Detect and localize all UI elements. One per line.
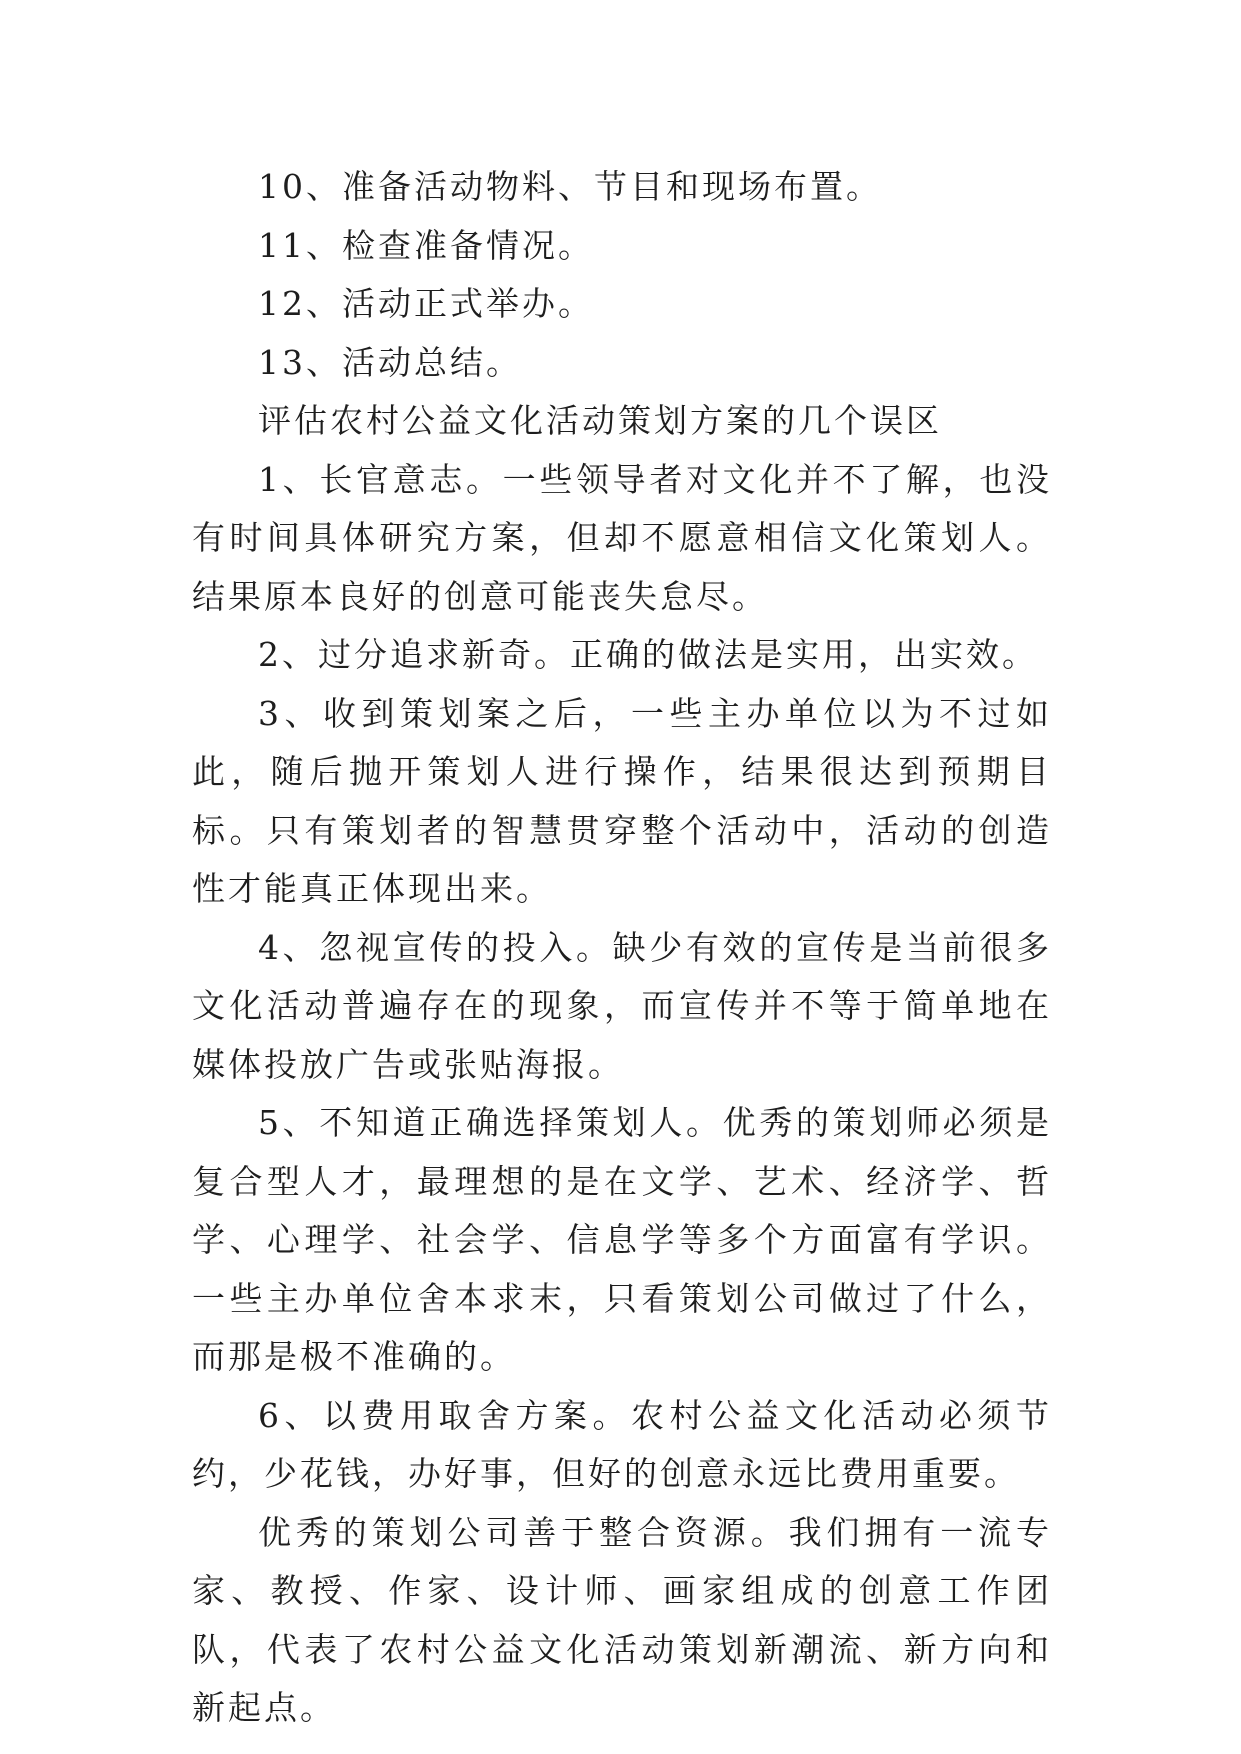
step-13-paragraph: 13、活动总结。	[258, 342, 522, 382]
misconception-1-paragraph: 1、长官意志。一些领导者对文化并不了解，也没有时间具体研究方案，但却不愿意相信文化策划人。结果原本良好的创意可能丧失怠尽。	[192, 459, 1052, 616]
misconception-3-paragraph: 3、收到策划案之后，一些主办单位以为不过如此，随后抛开策划人进行操作，结果很达到预期目标。只有策划者的智慧贯穿整个活动中，活动的创造性才能真正体现出来。	[192, 693, 1052, 908]
misconception-5-paragraph: 5、不知道正确选择策划人。优秀的策划师必须是复合型人才，最理想的是在文学、艺术、经济学、哲学、心理学、社会学、信息学等多个方面富有学识。一些主办单位舍本求末，只看策划公司做过了什么，而那是极不准确的。	[192, 1103, 1052, 1376]
misconception-4-paragraph: 4、忽视宣传的投入。缺少有效的宣传是当前很多文化活动普遍存在的现象，而宣传并不等于简单地在媒体投放广告或张贴海报。	[192, 927, 1052, 1084]
misconception-2-paragraph: 2、过分追求新奇。正确的做法是实用，出实效。	[258, 635, 1038, 674]
step-12-paragraph: 12、活动正式举办。	[258, 284, 594, 323]
misconception-6-paragraph: 6、以费用取舍方案。农村公益文化活动必须节约，少花钱，办好事，但好的创意永远比费用重要。	[192, 1395, 1052, 1493]
step-10-paragraph: 10、准备活动物料、节目和现场布置。	[258, 167, 882, 206]
document-body	[192, 158, 1052, 1738]
section-heading: 评估农村公益文化活动策划方案的几个误区	[258, 401, 942, 440]
step-11-paragraph: 11、检查准备情况。	[258, 225, 594, 265]
closing-paragraph: 优秀的策划公司善于整合资源。我们拥有一流专家、教授、作家、设计师、画家组成的创意工作团队，代表了农村公益文化活动策划新潮流、新方向和新起点。	[192, 1512, 1052, 1727]
